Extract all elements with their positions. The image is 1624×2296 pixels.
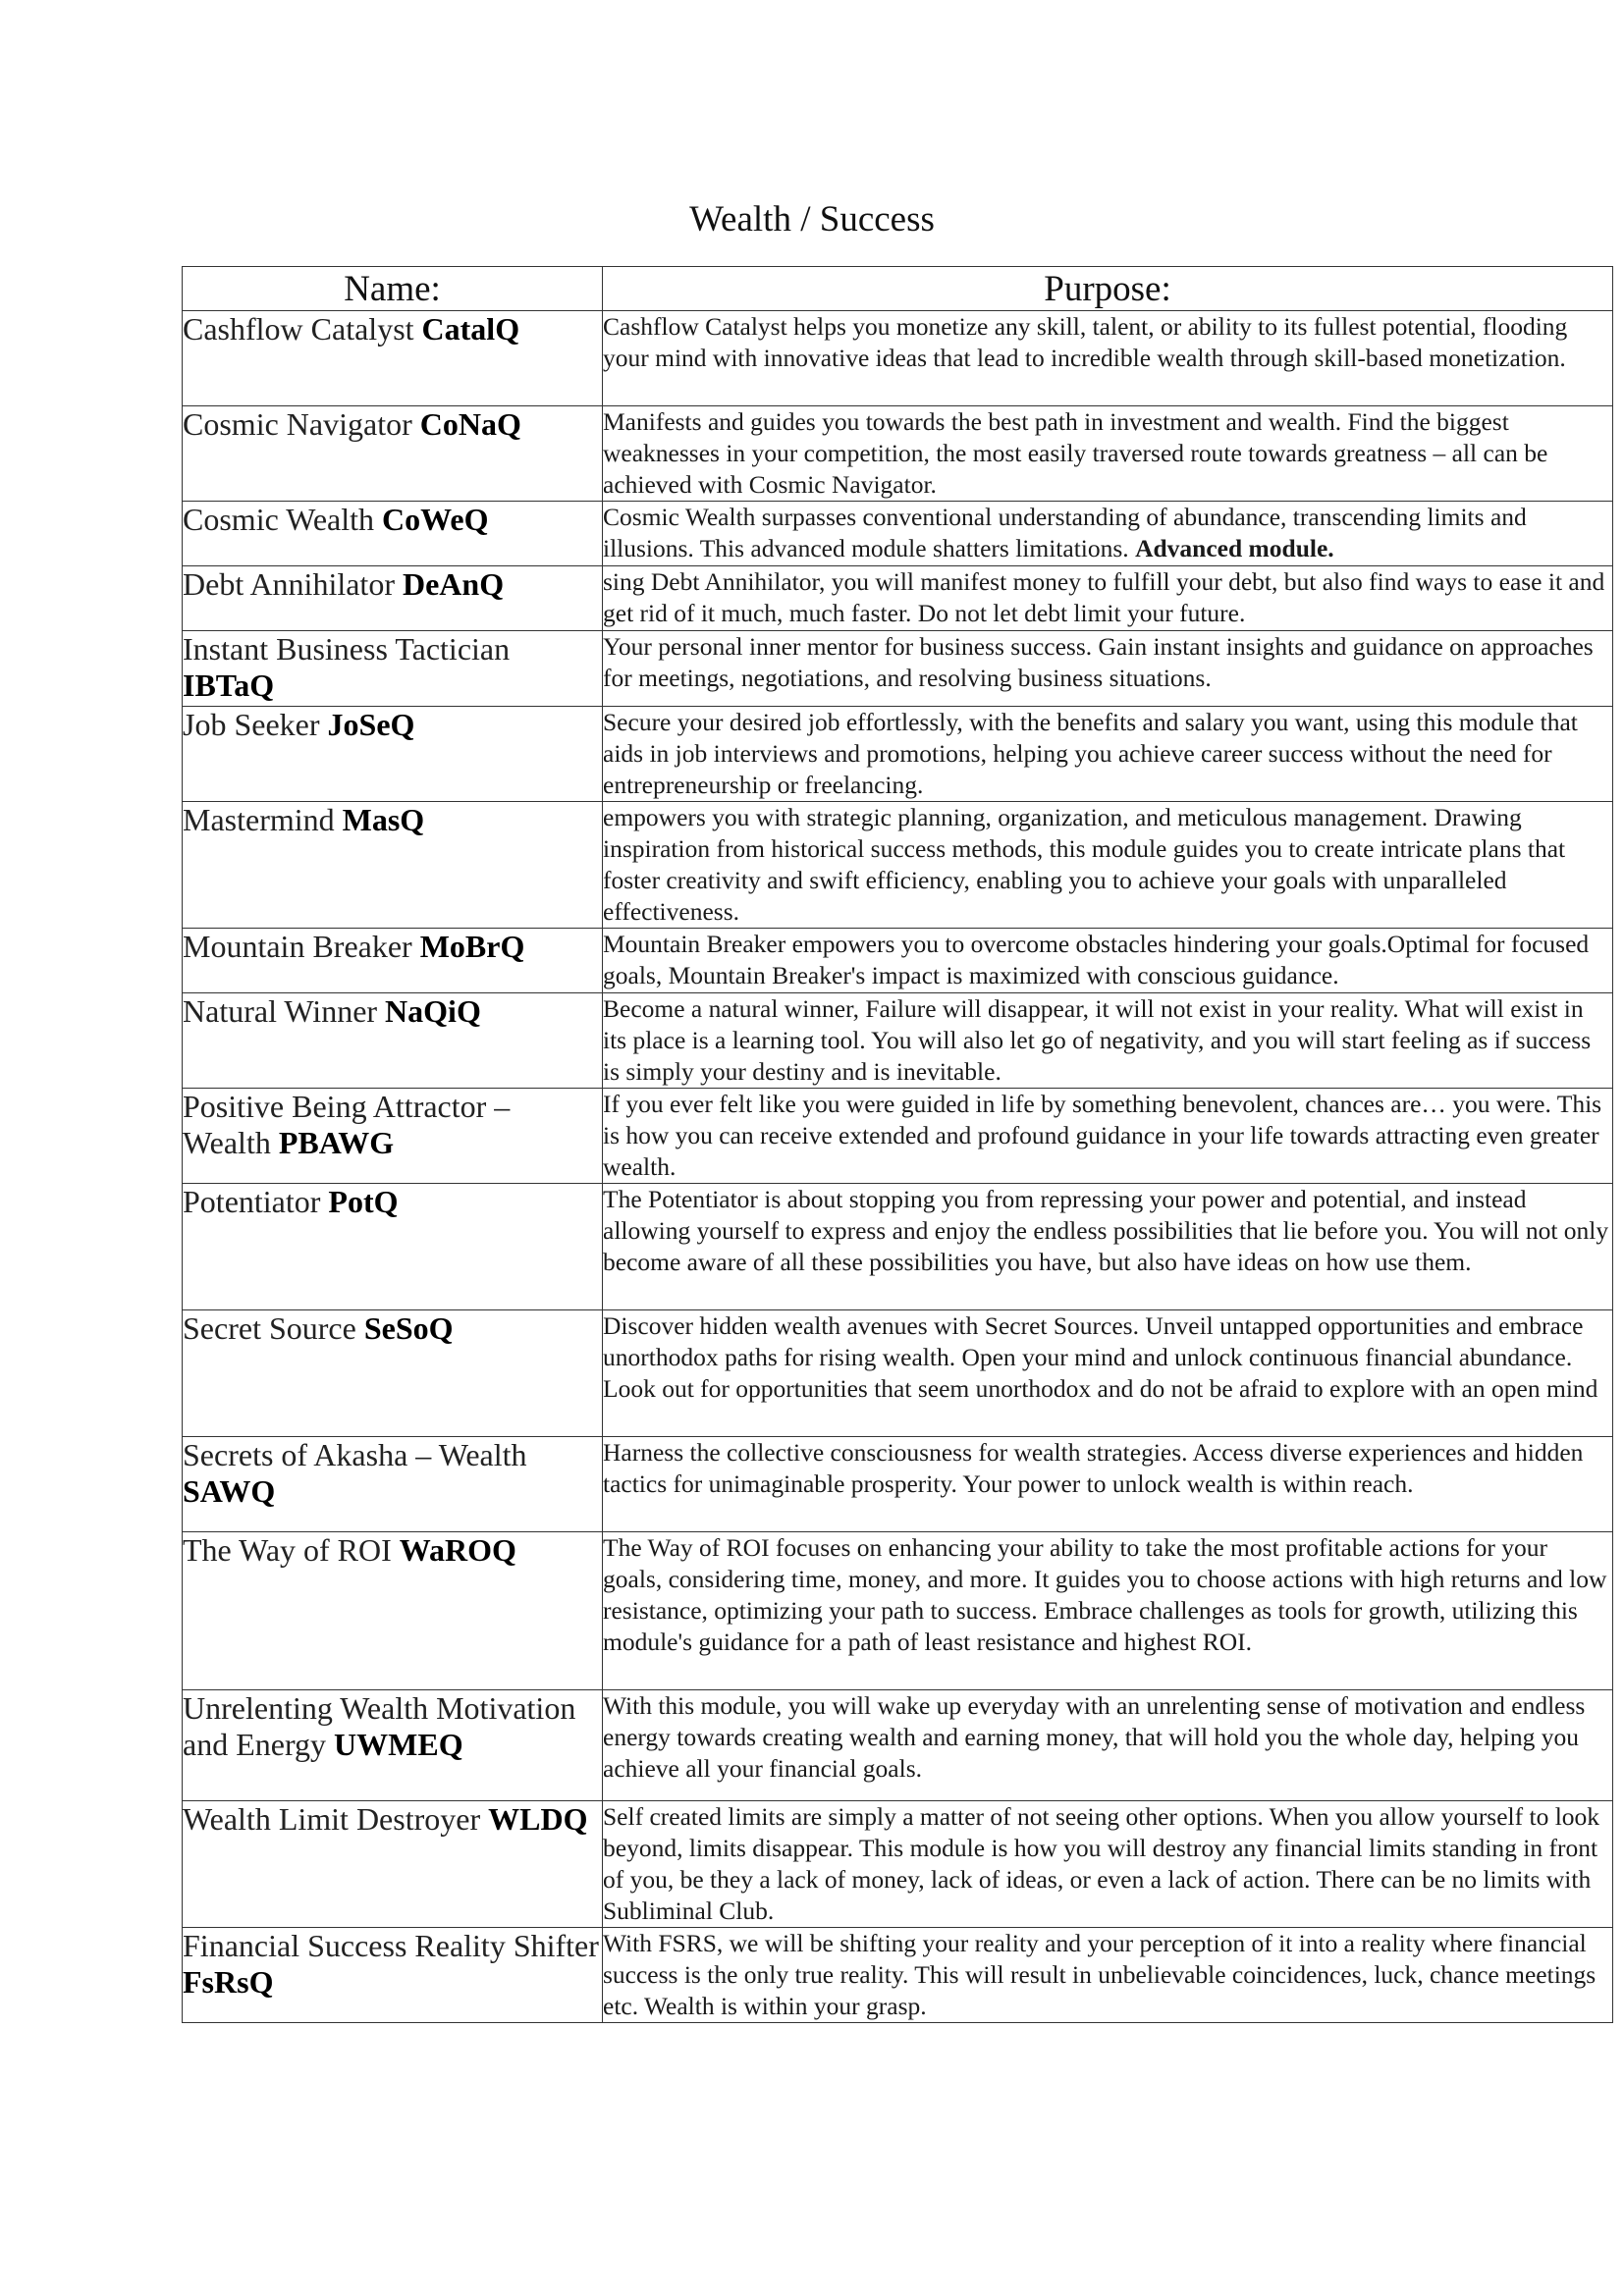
module-purpose-cell [603, 502, 1613, 566]
module-purpose-cell: Manifests and guides you towards the best path in investment and wealth. Find the biggest weaknesses in your competition, the most easily traversed route towards greatness – all can be achieved with Cosmic Navigator. [603, 406, 1613, 502]
module-code: DeAnQ [402, 566, 505, 602]
module-name: Wealth Limit Destroyer [183, 1801, 489, 1837]
module-name-cell [183, 707, 603, 802]
module-name-cell [183, 1437, 603, 1532]
table-row [183, 993, 1613, 1089]
module-name-cell [183, 311, 603, 406]
module-purpose-cell: Become a natural winner, Failure will disappear, it will not exist in your reality. What will exist in its place is a learning tool. You will also let go of negativity, and you will start feeling as if success is simply your destiny and is inevitable. [603, 993, 1613, 1089]
module-name: Mountain Breaker [183, 929, 420, 964]
module-name-cell [183, 1801, 603, 1928]
module-purpose-cell: empowers you with strategic planning, organization, and meticulous management. Drawing inspiration from historical success methods, this module guides you to create intricate plans that foster creativity and swift efficiency, enabling you to achieve your goals with unparalleled effectiveness. [603, 802, 1613, 929]
module-purpose-cell: sing Debt Annihilator, you will manifest money to fulfill your debt, but also find ways to ease it and get rid of it much, much faster. Do not let debt limit your future. [603, 566, 1613, 631]
module-name-cell [183, 993, 603, 1089]
table-row [183, 1690, 1613, 1801]
module-purpose-cell: The Way of ROI focuses on enhancing your ability to take the most profitable actions for your goals, considering time, money, and more. It guides you to choose actions with high returns and low resistance, optimizing your path to success. Embrace challenges as tools for growth, utilizing this module's guidance for a path of least resistance and highest ROI. [603, 1532, 1613, 1690]
table-row [183, 1928, 1613, 2023]
module-name: Positive Being Attractor – Wealth [183, 1089, 511, 1160]
module-name: The Way of ROI [183, 1532, 400, 1568]
module-name-cell [183, 1532, 603, 1690]
module-name: Debt Annihilator [183, 566, 403, 602]
module-name: Natural Winner [183, 993, 386, 1029]
module-name-cell [183, 1184, 603, 1310]
module-code: CatalQ [421, 311, 520, 347]
module-name: Unrelenting Wealth Motivation and Energy [183, 1690, 576, 1762]
modules-table [182, 266, 1613, 2023]
table-row [183, 502, 1613, 566]
module-name-cell [183, 1928, 603, 2023]
table-row [183, 929, 1613, 993]
module-name-cell [183, 502, 603, 566]
module-code: IBTaQ [183, 667, 275, 703]
table-row [183, 1184, 1613, 1310]
module-name-cell [183, 406, 603, 502]
table-row [183, 1437, 1613, 1532]
module-name: Financial Success Reality Shifter [183, 1928, 599, 1963]
module-name-cell [183, 929, 603, 993]
module-purpose-cell: Harness the collective consciousness for wealth strategies. Access diverse experiences and hidden tactics for unimaginable prosperity. Your power to unlock wealth is within reach. [603, 1437, 1613, 1532]
module-code: UWMEQ [334, 1727, 463, 1762]
module-name: Secrets of Akasha – Wealth [183, 1437, 527, 1472]
module-code: NaQiQ [385, 993, 481, 1029]
table-row [183, 802, 1613, 929]
module-code: CoWeQ [382, 502, 489, 537]
module-name: Cashflow Catalyst [183, 311, 422, 347]
module-name: Secret Source [183, 1310, 364, 1346]
module-name: Job Seeker [183, 707, 328, 742]
module-name-cell [183, 1089, 603, 1184]
table-row [183, 1089, 1613, 1184]
module-name-cell [183, 566, 603, 631]
module-name: Instant Business Tactician [183, 631, 511, 667]
module-code: WaROQ [399, 1532, 516, 1568]
module-name: Mastermind [183, 802, 343, 837]
module-code: MasQ [342, 802, 425, 837]
module-purpose-cell: Discover hidden wealth avenues with Secret Sources. Unveil untapped opportunities and embrace unorthodox paths for rising wealth. Open your mind and unlock continuous financial abundance. Look out for opportunities that seem unorthodox and do not be afraid to explore with an open mind [603, 1310, 1613, 1437]
module-code: WLDQ [488, 1801, 588, 1837]
module-purpose-cell: The Potentiator is about stopping you from repressing your power and potential, and instead allowing yourself to express and enjoy the endless possibilities that lie before you. You will not only become aware of all these possibilities you have, but also have ideas on how use them. [603, 1184, 1613, 1310]
module-purpose-cell: Self created limits are simply a matter of not seeing other options. When you allow yourself to look beyond, limits disappear. This module is how you will destroy any financial limits standing in front of you, be they a lack of money, lack of ideas, or even a lack of action. There can be no limits with Subliminal Club. [603, 1801, 1613, 1928]
module-code: SeSoQ [363, 1310, 454, 1346]
module-name-cell [183, 802, 603, 929]
module-purpose-cell: With FSRS, we will be shifting your reality and your perception of it into a reality where financial success is the only true reality. This will result in unbelievable coincidences, luck, chance meetings etc. Wealth is within your grasp. [603, 1928, 1613, 2023]
module-purpose-cell: With this module, you will wake up everyday with an unrelenting sense of motivation and endless energy towards creating wealth and earning money, that will hold you the whole day, helping you achieve all your financial goals. [603, 1690, 1613, 1801]
module-code: FsRsQ [183, 1964, 274, 2000]
module-purpose-emphasis: Advanced module. [1135, 534, 1334, 562]
module-name: Cosmic Wealth [183, 502, 383, 537]
table-row [183, 1310, 1613, 1437]
page-title: Wealth / Success [689, 199, 935, 240]
module-purpose-cell: Cashflow Catalyst helps you monetize any skill, talent, or ability to its fullest potential, flooding your mind with innovative ideas that lead to incredible wealth through skill-based monetization. [603, 311, 1613, 406]
module-code: JoSeQ [327, 707, 415, 742]
table-row [183, 707, 1613, 802]
module-purpose: Cosmic Wealth surpasses conventional understanding of abundance, transcending limits and illusions. This advanced module shatters limitations. [603, 503, 1527, 562]
purpose-column-header: Purpose: [603, 267, 1613, 311]
module-purpose-cell: Your personal inner mentor for business success. Gain instant insights and guidance on approaches for meetings, negotiations, and resolving business situations. [603, 631, 1613, 707]
table-row [183, 311, 1613, 406]
table-header-row [183, 267, 1613, 311]
module-code: SAWQ [183, 1473, 276, 1509]
module-name: Cosmic Navigator [183, 406, 420, 442]
module-purpose-cell: If you ever felt like you were guided in life by something benevolent, chances are… you were. This is how you can receive extended and profound guidance in your life towards attracting even greater wealth. [603, 1089, 1613, 1184]
module-name-cell [183, 631, 603, 707]
module-purpose-cell: Mountain Breaker empowers you to overcome obstacles hindering your goals.Optimal for focused goals, Mountain Breaker's impact is maximized with conscious guidance. [603, 929, 1613, 993]
module-code: PotQ [328, 1184, 399, 1219]
name-column-header: Name: [183, 267, 603, 311]
table-row [183, 631, 1613, 707]
table-row [183, 1801, 1613, 1928]
table-row [183, 406, 1613, 502]
module-name: Potentiator [183, 1184, 329, 1219]
module-code: PBAWG [278, 1125, 395, 1160]
module-name-cell [183, 1310, 603, 1437]
table-row [183, 566, 1613, 631]
module-purpose-cell: Secure your desired job effortlessly, with the benefits and salary you want, using this module that aids in job interviews and promotions, helping you achieve career success without the need for entrepreneurship or freelancing. [603, 707, 1613, 802]
module-name-cell [183, 1690, 603, 1801]
table-row [183, 1532, 1613, 1690]
module-code: CoNaQ [419, 406, 521, 442]
module-code: MoBrQ [419, 929, 525, 964]
